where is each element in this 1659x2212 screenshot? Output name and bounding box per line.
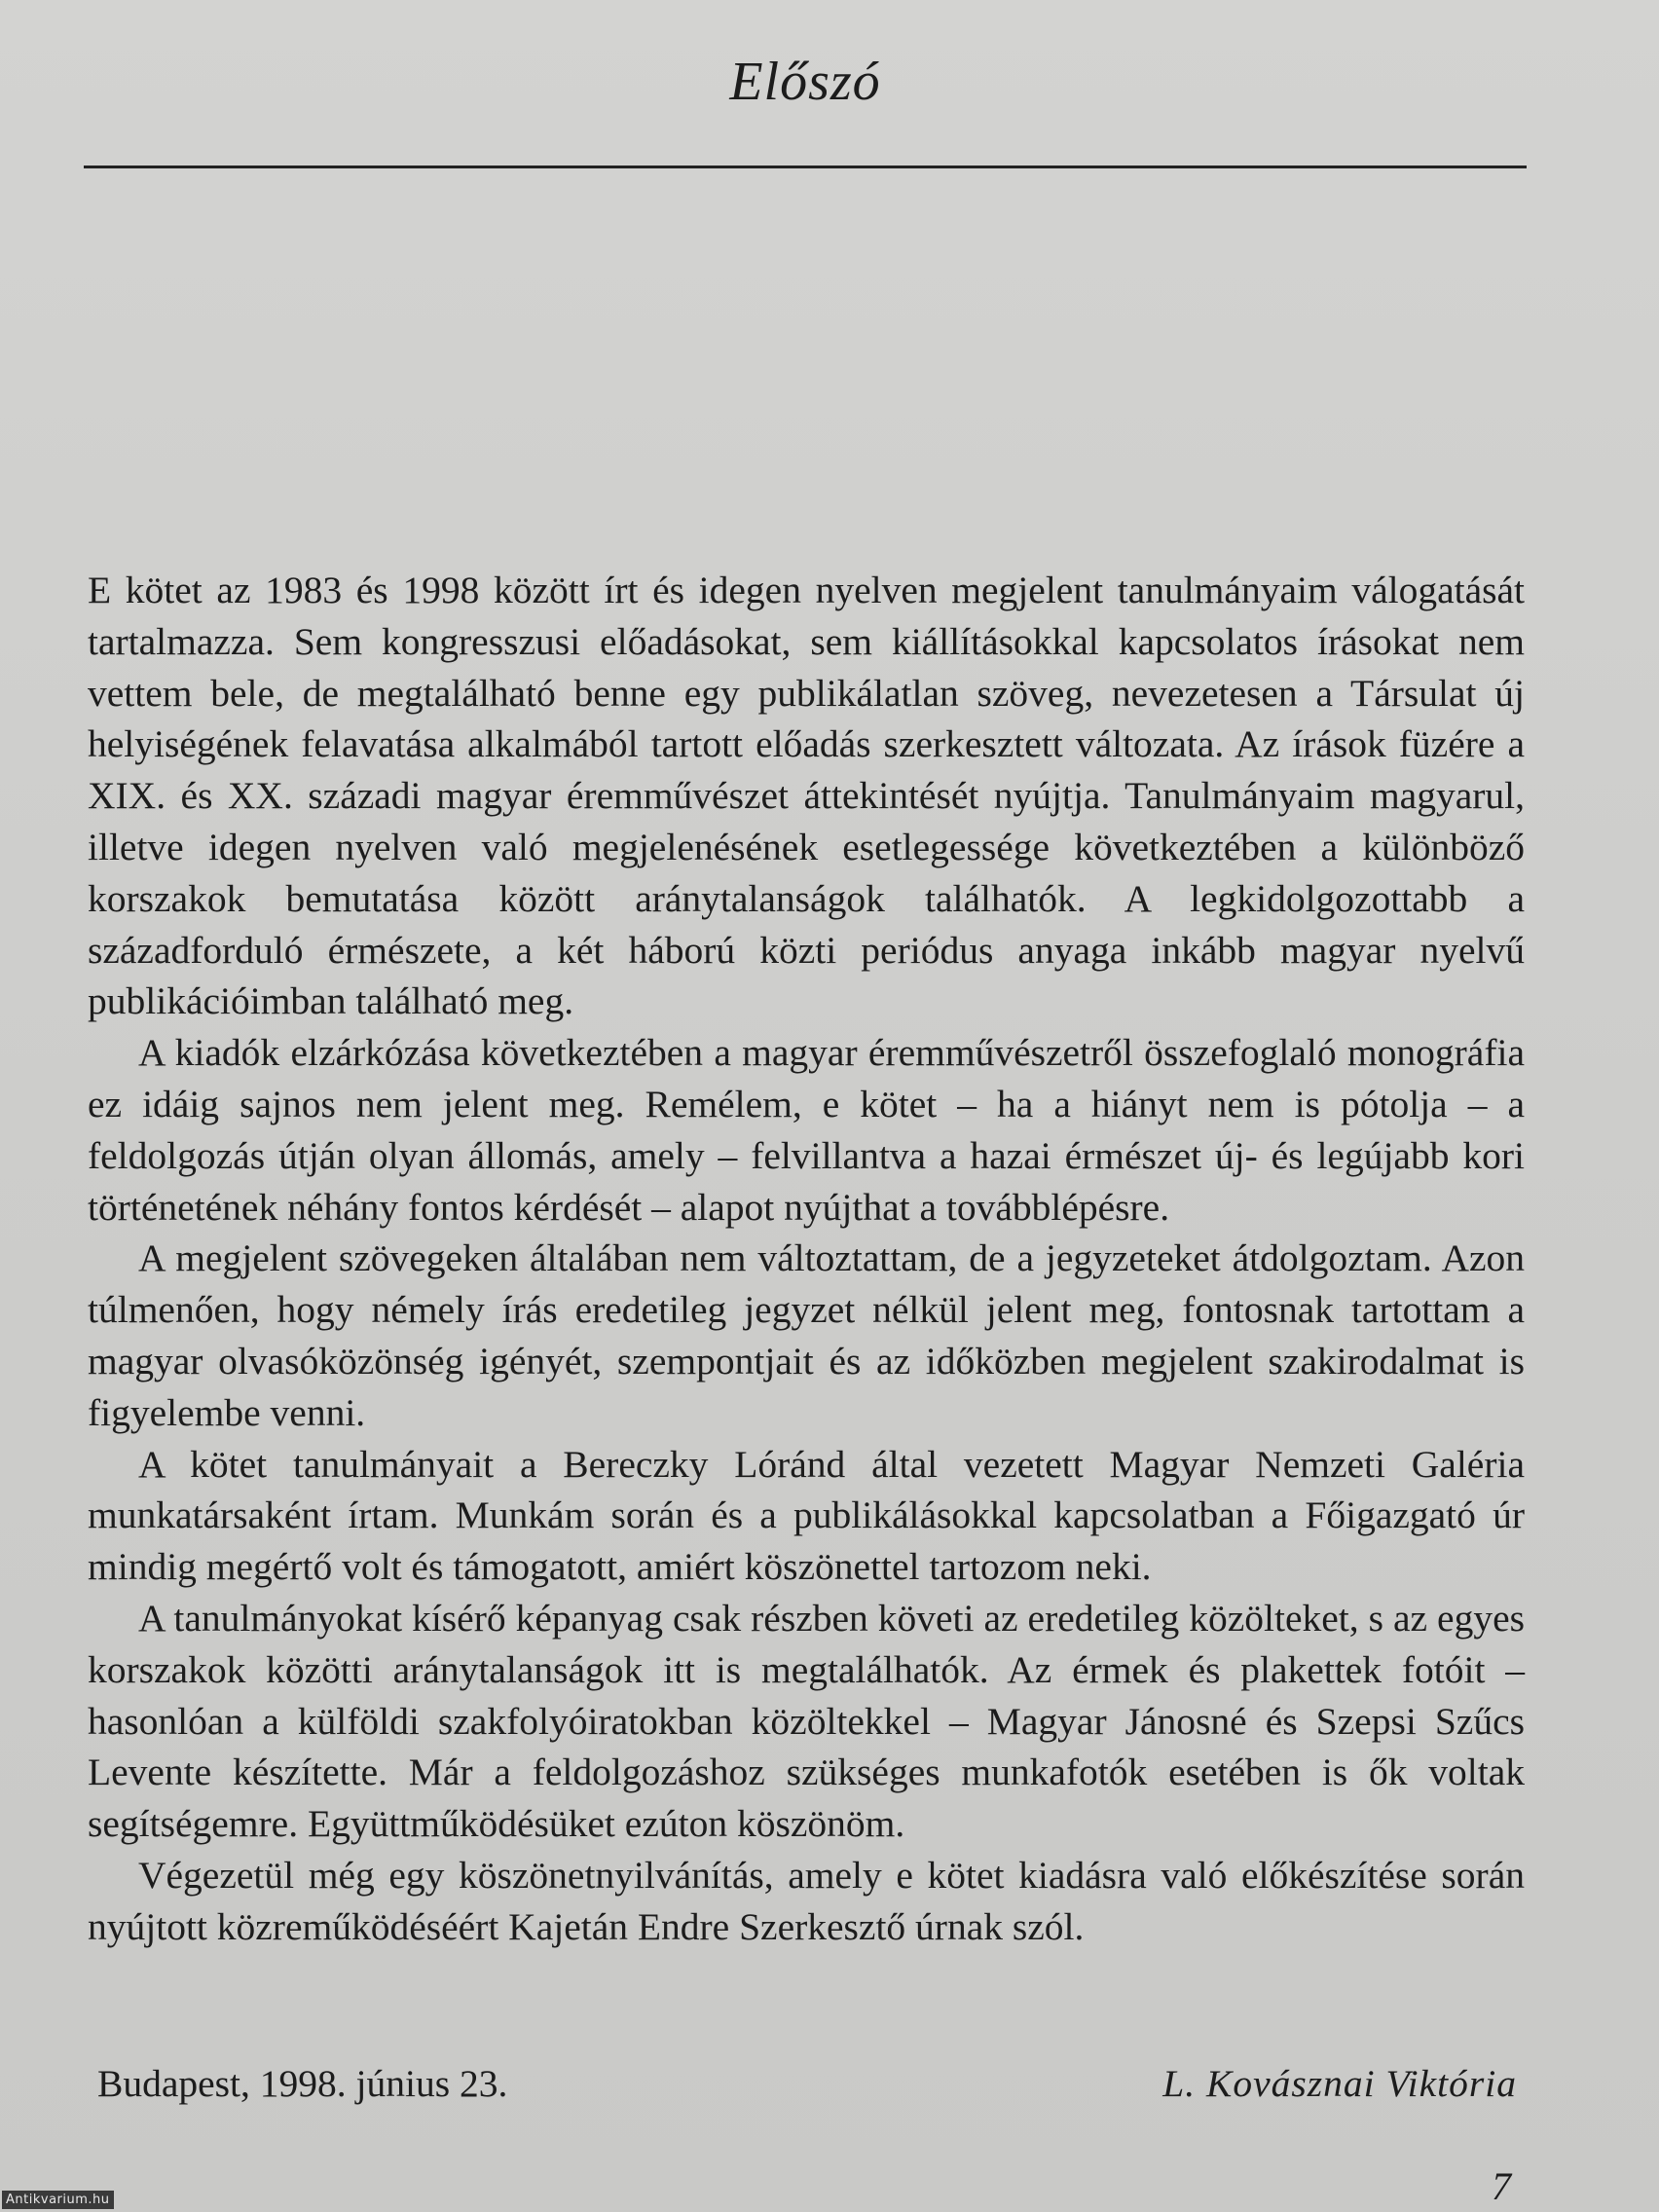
paragraph: Végezetül még egy köszönetnyilvánítás, amely e kötet kiadásra való előkészítése során nyújtott közreműködéséért Kajetán Endre Szerkesztő úrnak szól. <box>88 1853 1525 1948</box>
paragraph: A kötet tanulmányait a Bereczky Lóránd által vezetett Magyar Nemzeti Galéria munkatársaként írtam. Munkám során és a publikálásokkal kapcsolatban a Főigazgató úr mindig megértő volt és támogatott, amiért köszönettel tartozom neki. <box>88 1442 1525 1589</box>
paragraph: A megjelent szövegeken általában nem változtattam, de a jegyzeteket átdolgoztam. Azon túlmenően, hogy némely írás eredetileg jegyzet nélkül jelent meg, fontosnak tartottam a magyar olvasóközönség igényét, szempontjait és az időközben megjelent szakirodalmat is figyelembe venni. <box>88 1236 1525 1434</box>
place-date: Budapest, 1998. június 23. <box>97 2062 508 2105</box>
preface-body <box>88 565 1525 1953</box>
paragraph: A tanulmányokat kísérő képanyag csak részben követi az eredetileg közölteket, s az egyes korszakok közötti aránytalanságok itt is megtalálhatók. Az érmek és plakettek fotóit – hasonlóan a külföldi szakfolyóiratokban közöltekkel – Magyar Jánosné és Szepsi Szűcs Levente készítette. Már a feldolgozáshoz szükséges munkafotók esetében is ők voltak segítségemre. Együttműködésüket ezúton köszönöm. <box>88 1596 1525 1846</box>
watermark: Antikvarium.hu <box>2 2191 114 2209</box>
author-name: L. Kovásznai Viktória <box>1162 2062 1517 2105</box>
paragraph: A kiadók elzárkózása következtében a magyar éremművészetről összefoglaló monográfia ez idáig sajnos nem jelent meg. Remélem, e kötet – ha a hiányt nem is pótolja – a feldolgozás útján olyan állomás, amely – felvillantva a hazai érmészet új- és legújabb kori történetének néhány fontos kérdését – alapot nyújthat a továbblépésre. <box>88 1031 1525 1229</box>
title-divider <box>84 166 1527 168</box>
signature-line <box>97 2061 1517 2106</box>
page-number: 7 <box>1492 2164 1511 2208</box>
paragraph: E kötet az 1983 és 1998 között írt és idegen nyelven megjelent tanulmányaim válogatását tartalmazza. Sem kongresszusi előadásokat, sem kiállításokkal kapcsolatos írásokat nem vettem bele, de megtalálható benne egy publikálatlan szöveg, nevezetesen a Társulat új helyiségének felavatása alkalmából tartott előadás szerkesztett változata. Az írások füzére a XIX. és XX. századi magyar éremművészet áttekintését nyújtja. Tanulmányaim magyarul, illetve idegen nyelven való megjelenésének esetlegessége következtében a különböző korszakok bemutatása között aránytalanságok találhatók. A legkidolgozottabb a századforduló érmészete, a két háború közti periódus anyaga inkább magyar nyelvű publikációimban található meg. <box>88 569 1525 1023</box>
page-title: Előszó <box>729 52 881 112</box>
